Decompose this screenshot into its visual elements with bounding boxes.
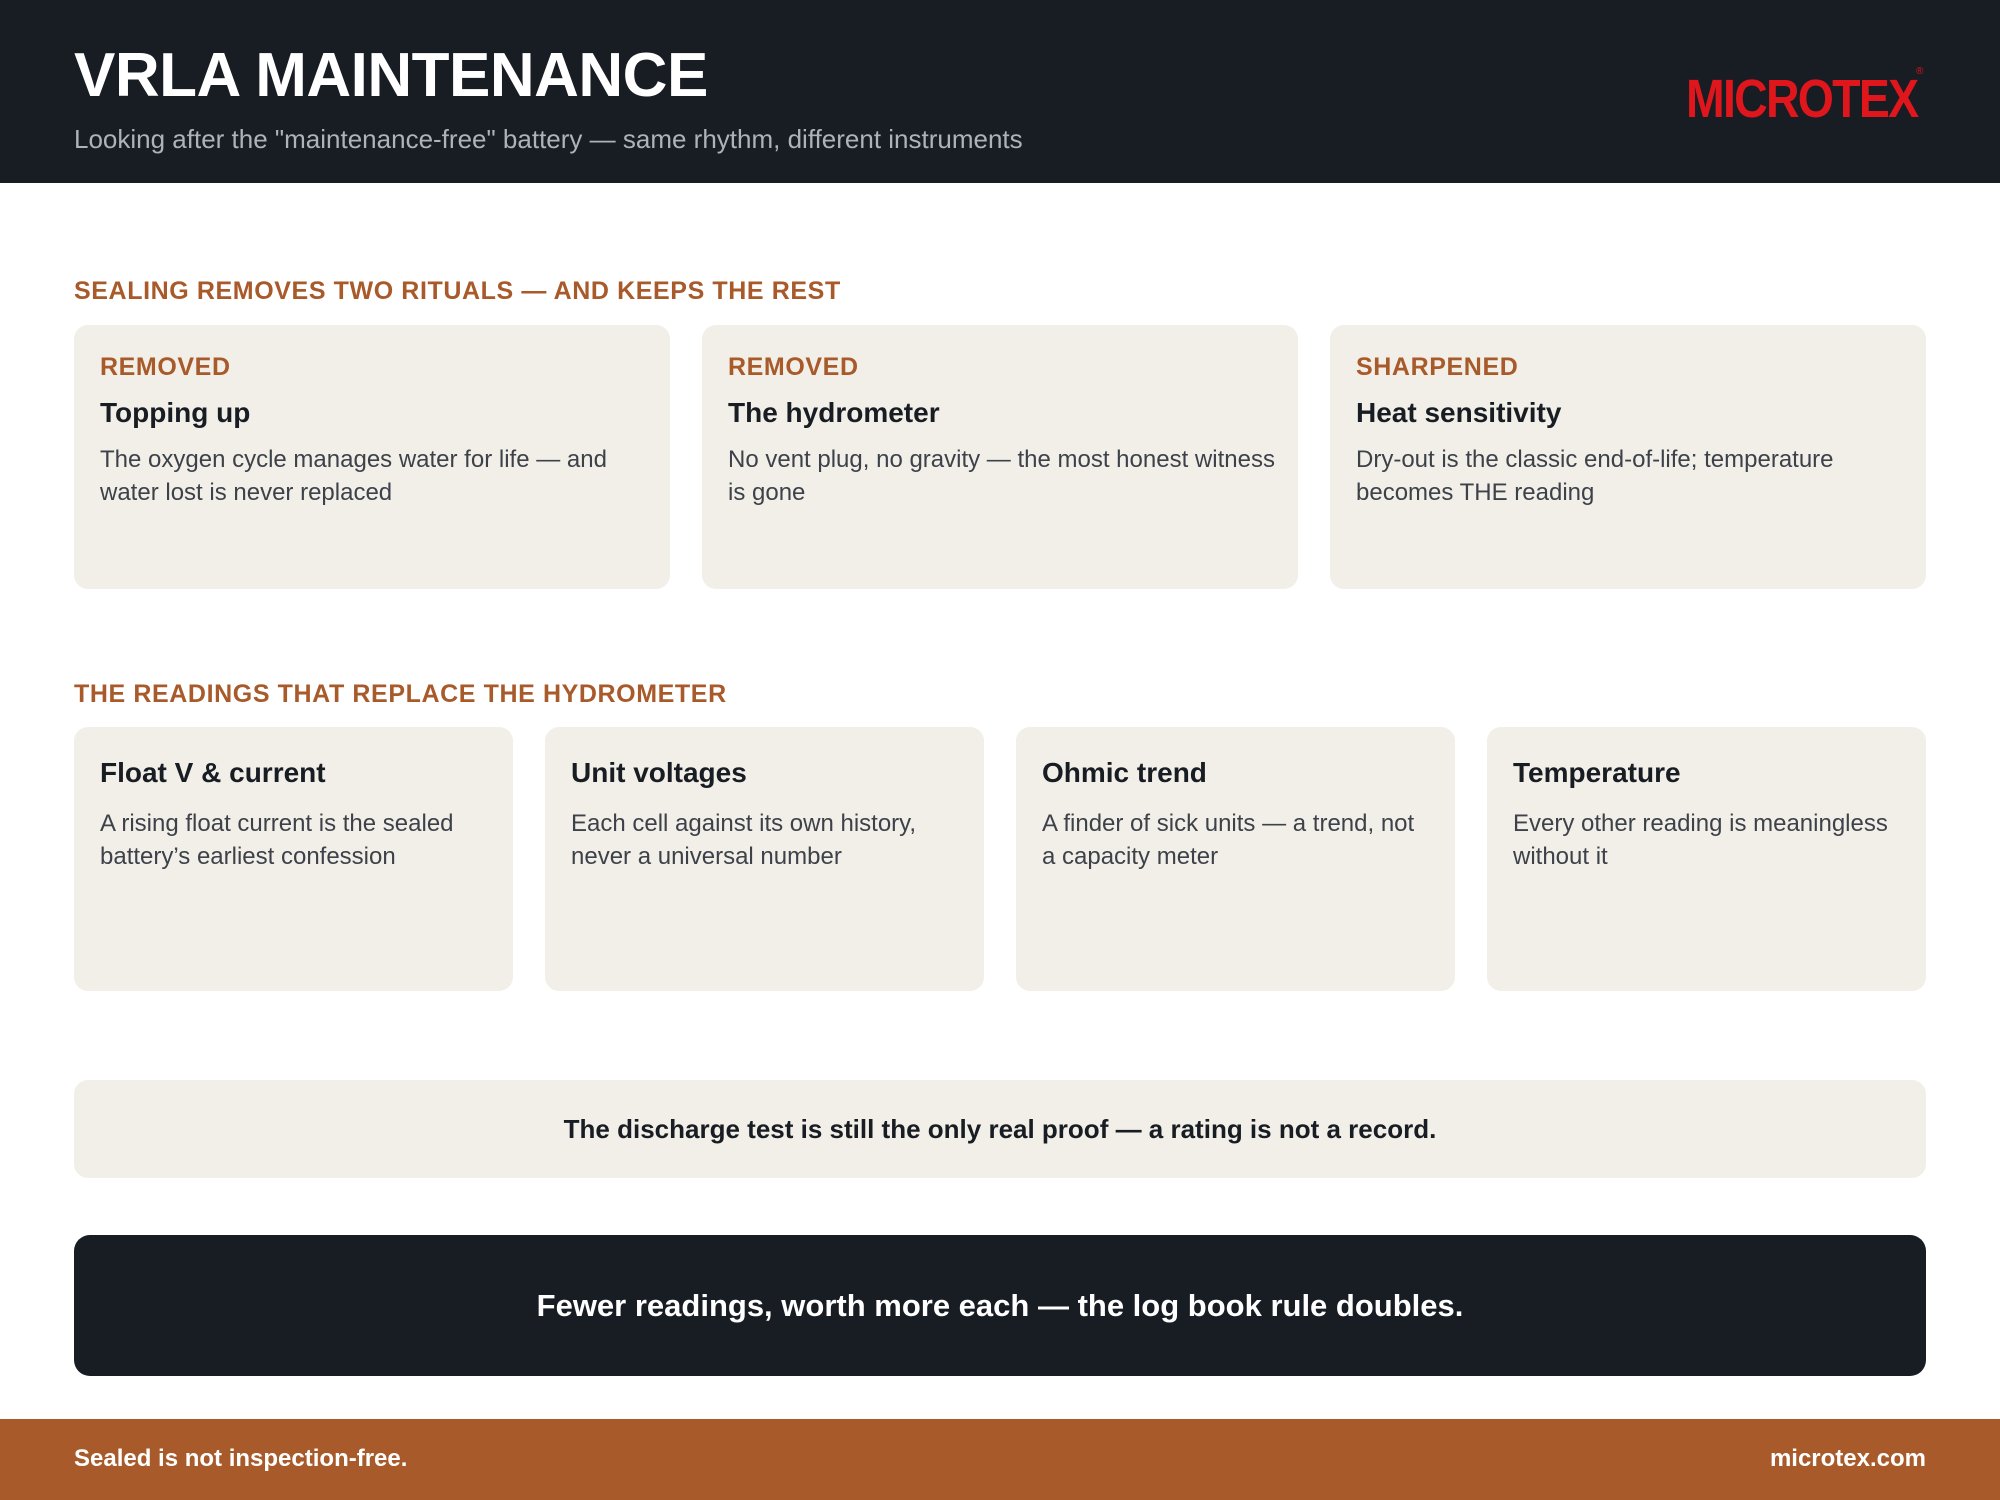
callout-box xyxy=(74,1080,1926,1178)
card-text: Every other reading is meaningless without it xyxy=(1513,810,1888,870)
card-tag: REMOVED xyxy=(728,353,859,381)
section-title-sealing: SEALING REMOVES TWO RITUALS — AND KEEPS THE REST xyxy=(74,277,841,305)
footer-tagline: Sealed is not inspection-free. xyxy=(74,1445,408,1472)
card-hydrometer xyxy=(702,325,1298,589)
page-header xyxy=(0,0,2000,183)
card-tag: SHARPENED xyxy=(1356,353,1519,381)
card-heat-sensitivity xyxy=(1330,325,1926,589)
card-ohmic-trend xyxy=(1016,727,1455,991)
card-topping-up xyxy=(74,325,670,589)
card-temperature xyxy=(1487,727,1926,991)
card-title: Topping up xyxy=(100,397,251,428)
card-float-voltage xyxy=(74,727,513,991)
registered-mark: ® xyxy=(1916,66,1924,77)
card-title: The hydrometer xyxy=(728,397,940,428)
card-text: The oxygen cycle manages water for life — and water lost is never replaced xyxy=(100,446,607,506)
card-title: Heat sensitivity xyxy=(1356,397,1562,428)
card-text: Each cell against its own history, never a universal number xyxy=(571,810,917,870)
page-footer xyxy=(0,1419,2000,1500)
section-title-readings: THE READINGS THAT REPLACE THE HYDROMETER xyxy=(74,680,727,708)
callout-text: The discharge test is still the only real proof — a rating is not a record. xyxy=(563,1113,1437,1144)
footer-website: microtex.com xyxy=(1769,1445,1926,1472)
banner-text: Fewer readings, worth more each — the log book rule doubles. xyxy=(536,1287,1464,1323)
page-title: VRLA MAINTENANCE xyxy=(74,41,708,110)
card-tag: REMOVED xyxy=(100,353,231,381)
card-text: A rising float current is the sealed battery’s earliest confession xyxy=(100,810,454,870)
card-text: A finder of sick units — a trend, not a capacity meter xyxy=(1042,810,1415,870)
card-title: Unit voltages xyxy=(571,757,747,788)
card-text: Dry-out is the classic end-of-life; temperature becomes THE reading xyxy=(1356,446,1834,506)
page-subtitle: Looking after the "maintenance-free" battery — same rhythm, different instruments xyxy=(74,124,1023,154)
key-message-banner xyxy=(74,1235,1926,1376)
card-text: No vent plug, no gravity — the most honest witness is gone xyxy=(728,446,1275,506)
card-title: Temperature xyxy=(1513,757,1681,788)
card-unit-voltages xyxy=(545,727,984,991)
card-title: Float V & current xyxy=(100,757,326,788)
card-title: Ohmic trend xyxy=(1042,757,1207,788)
microtex-logo: MICROTEX xyxy=(1686,69,1918,129)
